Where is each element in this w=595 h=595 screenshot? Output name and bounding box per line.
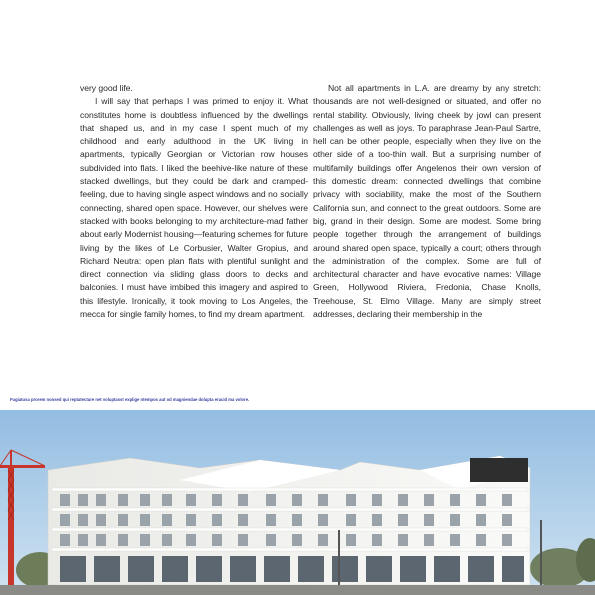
article-left-column — [80, 82, 308, 321]
left-paragraph-2: I will say that perhaps I was primed to enjoy it. What constitutes home is doubtless influenced by the dwellings that shaped us, and in my case I spent much of my childhood and early adulthood in the UK living in apartments, typically Georgian or Victorian row houses subdivided into flats. I liked the beehive-like nature of these stacked dwellings, but they could be dark and cramped-feeling, due to having single aspect windows and no socially connecting, shared open space. However, our shelves were stacked with books belonging to my architecture-mad father about early Modernist housing—featuring schemes for future living by the likes of Le Corbusier, Walter Gropius, and Richard Neutra: open plan flats with plentiful sunlight and direct connection via sliding glass doors to decks and balconies. I must have imbibed this imagery and aspired to this lifestyle. Ironically, it took moving to Los Angeles, the mecca for single family homes, to find my dream apartment. — [80, 96, 308, 320]
dark-upper-volume — [470, 458, 528, 482]
street — [0, 585, 595, 595]
apartment-building — [48, 456, 530, 585]
right-paragraph-1: Not all apartments in L.A. are dreamy by any stretch: thousands are not well-designed or situated, and offer no rental stability. Obviously, living cheek by jowl can present challenges as well as joys. To paraphrase Jean-Paul Sartre, hell can be other people, especially when they live on the other side of a too-thin wall. But a surprising number of multifamily buildings offer Angelenos their own version of this domestic dream: connected dwellings that combine privacy with sociability, make the most of the Southern California sun, and connect to the great outdoors. Some are big, grand in their design. Some are modest. Some bring people together through the arrangement of buildings around shared open space, typically a court; others through the administration of the complex. Some are full of architectural character and have evocative names: Village Green, Hollywood Riviera, Fredonia, Chase Knolls, Treehouse, St. Elmo Village. Many are simply street addresses, declaring their membership in the — [313, 83, 541, 320]
apartment-building-photo — [0, 410, 595, 595]
left-paragraph-1: very good life. — [80, 83, 133, 93]
article-right-column — [313, 82, 541, 321]
photo-caption: Fugiatusa prorem nonsed qui reptatecture net voluptasst explige ntempos aut od magniendae dolupta eracid ma volore. — [10, 397, 250, 402]
